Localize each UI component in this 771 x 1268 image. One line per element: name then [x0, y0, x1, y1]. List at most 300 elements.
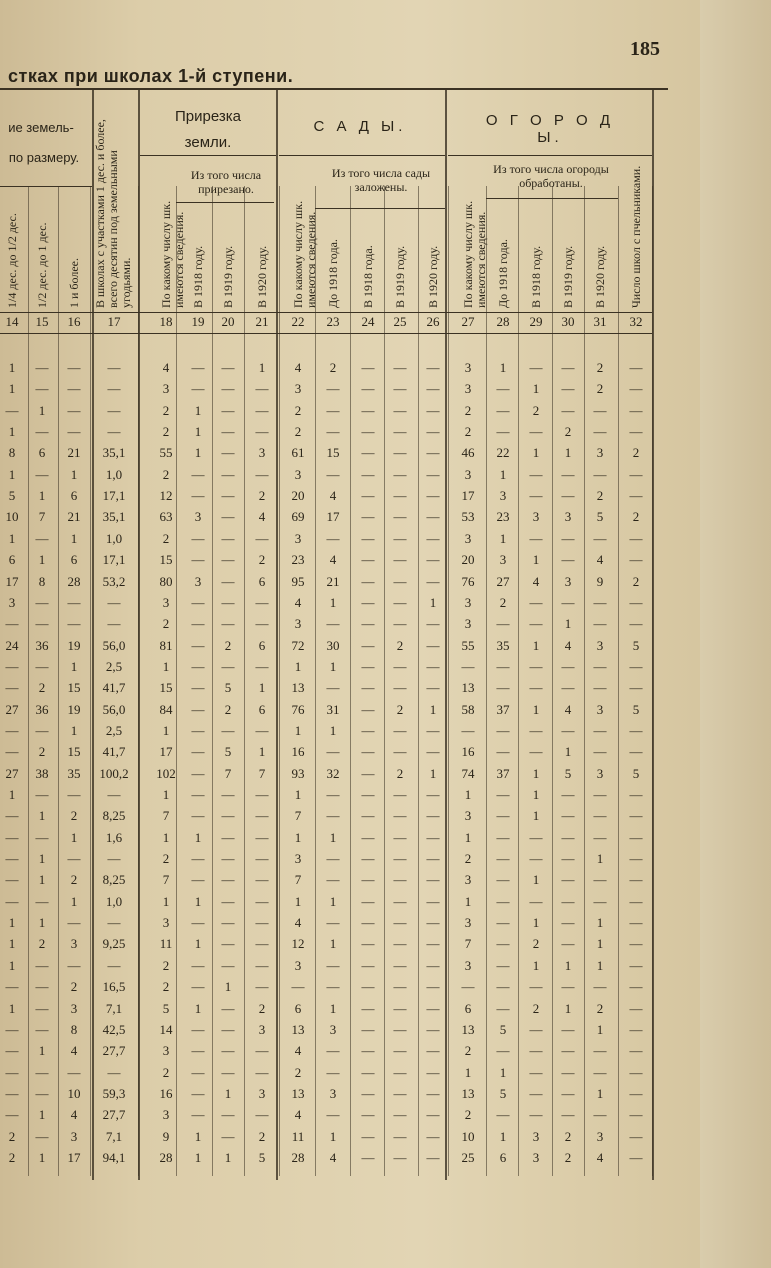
table-cell: — — [593, 808, 607, 824]
table-cell: — — [593, 594, 607, 610]
table-cell: — — [361, 787, 375, 803]
table-cell: 93 — [291, 765, 305, 781]
table-cell: — — [561, 851, 575, 867]
table-cell: 8 — [38, 573, 46, 589]
table-cell: — — [361, 616, 375, 632]
table-cell: 1 — [194, 1128, 202, 1144]
table-cell: 1 — [38, 1150, 46, 1165]
table-cell: — — [326, 402, 340, 418]
table-cell: — — [629, 1107, 643, 1123]
table-cell: — — [255, 616, 269, 632]
table-cell: 15 — [67, 744, 81, 760]
table-cell: — — [393, 829, 407, 845]
table-cell: — — [426, 808, 440, 824]
table-cell: 8 — [70, 1021, 78, 1037]
table-cell: 1 — [162, 829, 170, 845]
table-cell: 13 — [461, 1021, 475, 1037]
table-cell: 3 — [162, 594, 170, 610]
table-cell: — — [593, 466, 607, 482]
table-cell: — — [561, 893, 575, 909]
table-cell: 1 — [70, 658, 78, 674]
table-cell: — — [629, 680, 643, 696]
table-cell: — — [393, 402, 407, 418]
table-cell: — — [35, 658, 49, 674]
column-rule — [448, 186, 449, 1176]
table-cell: 19 — [67, 637, 81, 653]
table-cell: — — [326, 957, 340, 973]
table-cell: — — [426, 787, 440, 803]
table-cell: 1 — [596, 851, 604, 867]
table-cell: 5 — [162, 1000, 170, 1016]
table-cell: — — [5, 616, 19, 632]
table-cell: — — [221, 1043, 235, 1059]
table-cell: — — [393, 1043, 407, 1059]
table-cell: — — [107, 616, 121, 632]
table-cell: — — [629, 424, 643, 440]
table-cell: — — [393, 1128, 407, 1144]
table-cell: 1,0 — [105, 893, 123, 909]
table-cell: — — [326, 872, 340, 888]
table-cell: — — [221, 445, 235, 461]
table-cell: — — [221, 402, 235, 418]
table-cell: — — [426, 1043, 440, 1059]
table-cell: — — [393, 936, 407, 952]
table-cell: — — [221, 466, 235, 482]
table-cell: 41,7 — [102, 744, 126, 760]
table-cell: 9 — [162, 1128, 170, 1144]
table-cell: — — [496, 979, 510, 995]
column-rule — [279, 186, 280, 1176]
table-cell: 1 — [38, 915, 46, 931]
table-cell: 1 — [499, 466, 507, 482]
column-number: 19 — [191, 314, 205, 329]
table-cell: 5 — [596, 509, 604, 525]
table-cell: — — [529, 851, 543, 867]
table-cell: — — [35, 1021, 49, 1037]
table-cell: — — [107, 381, 121, 397]
table-cell: 3 — [464, 360, 472, 375]
table-cell: — — [361, 488, 375, 504]
table-cell: — — [529, 1021, 543, 1037]
table-cell: 35 — [496, 637, 510, 653]
table-cell: — — [361, 722, 375, 738]
table-cell: 76 — [291, 701, 305, 717]
table-cell: — — [629, 829, 643, 845]
table-cell: 35,1 — [102, 445, 126, 461]
table-cell: 1 — [194, 402, 202, 418]
table-cell: 72 — [291, 637, 305, 653]
table-cell: 27,7 — [102, 1107, 126, 1123]
table-cell: 4 — [294, 1043, 302, 1059]
table-cell: — — [393, 1150, 407, 1165]
table-cell: — — [191, 381, 205, 397]
table-cell: — — [221, 552, 235, 568]
table-cell: — — [496, 616, 510, 632]
table-cell: — — [221, 787, 235, 803]
column-number: 16 — [67, 314, 81, 329]
table-cell: 8,25 — [102, 872, 126, 888]
column-rule — [315, 186, 316, 1176]
table-cell: 1 — [8, 936, 16, 952]
table-cell: — — [5, 1085, 19, 1101]
table-cell: 6 — [70, 552, 78, 568]
table-cell: — — [361, 573, 375, 589]
table-cell: — — [67, 594, 81, 610]
group-rule — [138, 90, 140, 1180]
table-cell: 1 — [532, 787, 540, 803]
table-cell: 1 — [596, 957, 604, 973]
table-cell: — — [629, 787, 643, 803]
table-cell: 2 — [632, 445, 640, 461]
table-cell: 61 — [291, 445, 305, 461]
table-cell: — — [255, 936, 269, 952]
table-cell: — — [393, 381, 407, 397]
table-cell: — — [255, 915, 269, 931]
table-cell: — — [255, 424, 269, 440]
table-cell: 53,2 — [102, 573, 126, 589]
table-cell: — — [191, 1021, 205, 1037]
table-cell: 30 — [326, 637, 340, 653]
table-cell: 2 — [162, 616, 170, 632]
table-cell: — — [255, 829, 269, 845]
column-number: 20 — [221, 314, 235, 329]
table-cell: 1 — [8, 1000, 16, 1016]
table-cell: — — [461, 722, 475, 738]
table-cell: — — [5, 680, 19, 696]
table-cell: — — [496, 851, 510, 867]
table-cell: 1 — [8, 530, 16, 546]
column-number: 32 — [629, 314, 643, 329]
table-cell: — — [5, 658, 19, 674]
table-cell: 2 — [38, 680, 46, 696]
table-cell: 15 — [159, 552, 173, 568]
table-cell: — — [629, 488, 643, 504]
column-rule — [518, 186, 519, 1176]
column-header: В школах с участками 1 дес. и более, всего десятин под земельными угодьями. — [93, 119, 133, 308]
table-cell: — — [361, 637, 375, 653]
table-cell: 2 — [596, 1000, 604, 1016]
table-cell: — — [629, 1043, 643, 1059]
table-cell: 1 — [194, 424, 202, 440]
table-cell: — — [561, 722, 575, 738]
table-cell: 1 — [564, 957, 572, 973]
table-cell: 2 — [632, 509, 640, 525]
table-cell: — — [561, 1107, 575, 1123]
table-cell: 1 — [38, 851, 46, 867]
table-cell: 1 — [532, 765, 540, 781]
table-cell: — — [496, 787, 510, 803]
table-cell: — — [361, 765, 375, 781]
table-cell: — — [393, 680, 407, 696]
table-cell: — — [191, 1107, 205, 1123]
table-cell: — — [361, 360, 375, 375]
table-cell: — — [255, 658, 269, 674]
table-cell: — — [393, 808, 407, 824]
table-cell: 1 — [532, 872, 540, 888]
table-cell: 100,2 — [99, 765, 129, 781]
table-cell: 2 — [70, 808, 78, 824]
table-cell: 1 — [162, 787, 170, 803]
table-cell: 1 — [194, 1000, 202, 1016]
table-cell: 2 — [162, 402, 170, 418]
table-cell: 17 — [67, 1150, 81, 1165]
table-cell: 53 — [461, 509, 475, 525]
table-cell: — — [561, 936, 575, 952]
table-cell: 2 — [329, 360, 337, 375]
table-cell: — — [393, 1064, 407, 1080]
table-cell: — — [191, 722, 205, 738]
table-cell: — — [361, 936, 375, 952]
table-cell: 56,0 — [102, 637, 126, 653]
table-cell: — — [191, 1085, 205, 1101]
table-cell: — — [326, 1064, 340, 1080]
table-cell: — — [67, 915, 81, 931]
table-cell: — — [255, 787, 269, 803]
table-cell: 7 — [464, 936, 472, 952]
table-cell: 2 — [464, 402, 472, 418]
table-cell: — — [191, 915, 205, 931]
column-header: По какому числу шк. имеются сведения. — [461, 200, 488, 308]
column-number: 23 — [326, 314, 340, 329]
table-cell: — — [393, 573, 407, 589]
table-cell: — — [326, 466, 340, 482]
table-cell: — — [393, 424, 407, 440]
table-cell: — — [326, 808, 340, 824]
table-cell: 15 — [326, 445, 340, 461]
table-cell: — — [529, 680, 543, 696]
table-cell: 28 — [291, 1150, 305, 1165]
table-cell: 1 — [258, 680, 266, 696]
table-cell: 3 — [162, 1043, 170, 1059]
table-cell: — — [426, 509, 440, 525]
top-rule — [0, 88, 668, 90]
table-cell: 3 — [162, 381, 170, 397]
table-cell: 4 — [294, 915, 302, 931]
table-cell: — — [326, 530, 340, 546]
table-cell: 3 — [596, 445, 604, 461]
table-cell: 17,1 — [102, 552, 126, 568]
table-cell: 2 — [596, 488, 604, 504]
table-cell: — — [593, 658, 607, 674]
table-cell: — — [191, 851, 205, 867]
table-cell: 35,1 — [102, 509, 126, 525]
table-cell: — — [191, 658, 205, 674]
table-cell: — — [35, 530, 49, 546]
table-cell: — — [561, 530, 575, 546]
table-cell: 2 — [396, 765, 404, 781]
table-cell: — — [496, 808, 510, 824]
table-cell: 1 — [38, 808, 46, 824]
table-cell: — — [561, 979, 575, 995]
table-cell: 3 — [596, 701, 604, 717]
table-title: стках при школах 1-й ступени. — [8, 66, 294, 86]
table-cell: 2 — [162, 979, 170, 995]
table-cell: — — [393, 616, 407, 632]
column-header: В 1918 году. — [191, 245, 205, 308]
table-cell: 1 — [596, 1021, 604, 1037]
table-cell: — — [361, 1043, 375, 1059]
table-cell: — — [593, 744, 607, 760]
table-cell: 1 — [294, 829, 302, 845]
table-cell: 3 — [294, 381, 302, 397]
table-cell: 1 — [8, 915, 16, 931]
table-cell: — — [426, 936, 440, 952]
table-cell: — — [426, 722, 440, 738]
table-cell: — — [191, 680, 205, 696]
table-cell: 1 — [38, 1107, 46, 1123]
table-cell: — — [629, 1128, 643, 1144]
table-cell: 5 — [224, 680, 232, 696]
column-header: До 1918 года. — [326, 239, 340, 308]
table-cell: — — [629, 1021, 643, 1037]
table-cell: — — [393, 445, 407, 461]
table-cell: 1 — [464, 829, 472, 845]
table-cell: 37 — [496, 765, 510, 781]
table-cell: — — [561, 872, 575, 888]
table-cell: 1 — [429, 594, 437, 610]
table-cell: — — [393, 872, 407, 888]
column-number: 29 — [529, 314, 543, 329]
table-cell: 2 — [464, 851, 472, 867]
table-cell: 2 — [258, 552, 266, 568]
table-cell: — — [426, 573, 440, 589]
table-cell: — — [361, 594, 375, 610]
table-cell: — — [529, 488, 543, 504]
table-cell: — — [426, 530, 440, 546]
table-cell: — — [35, 829, 49, 845]
table-cell: 1 — [329, 722, 337, 738]
table-cell: 14 — [159, 1021, 173, 1037]
table-cell: 4 — [294, 1107, 302, 1123]
table-cell: 1 — [294, 658, 302, 674]
table-cell: — — [221, 893, 235, 909]
table-cell: — — [561, 402, 575, 418]
table-cell: 1 — [8, 360, 16, 375]
table-cell: 27 — [496, 573, 510, 589]
table-cell: — — [361, 1064, 375, 1080]
table-cell: — — [361, 1085, 375, 1101]
table-cell: — — [35, 381, 49, 397]
column-header: В 1918 году. — [529, 245, 543, 308]
table-cell: 1 — [499, 1128, 507, 1144]
table-cell: — — [393, 957, 407, 973]
table-cell: — — [629, 360, 643, 375]
table-cell: 3 — [70, 1128, 78, 1144]
table-cell: 17,1 — [102, 488, 126, 504]
table-cell: — — [255, 851, 269, 867]
table-cell: — — [191, 808, 205, 824]
table-cell: 4 — [70, 1107, 78, 1123]
table-cell: 1 — [38, 402, 46, 418]
table-cell: 1 — [294, 722, 302, 738]
table-cell: — — [393, 722, 407, 738]
table-cell: 1 — [70, 829, 78, 845]
table-cell: — — [393, 466, 407, 482]
table-cell: — — [255, 872, 269, 888]
table-cell: 3 — [464, 616, 472, 632]
table-cell: — — [529, 722, 543, 738]
table-cell: — — [361, 658, 375, 674]
table-cell: — — [529, 1043, 543, 1059]
table-cell: — — [496, 1043, 510, 1059]
table-cell: — — [35, 1085, 49, 1101]
table-cell: 3 — [294, 530, 302, 546]
table-cell: — — [361, 1107, 375, 1123]
table-cell: 1 — [532, 957, 540, 973]
table-cell: 16 — [461, 744, 475, 760]
table-cell: 7 — [162, 872, 170, 888]
column-header: 1/4 дес. до 1/2 дес. — [5, 213, 19, 308]
table-cell: — — [529, 616, 543, 632]
table-cell: — — [326, 424, 340, 440]
column-header: 1/2 дес. до 1 дес. — [35, 222, 49, 308]
table-cell: — — [496, 893, 510, 909]
table-cell: — — [496, 1000, 510, 1016]
table-cell: — — [35, 722, 49, 738]
table-cell: 5 — [632, 637, 640, 653]
table-cell: — — [5, 851, 19, 867]
table-cell: 42,5 — [102, 1021, 126, 1037]
table-cell: — — [426, 829, 440, 845]
table-cell: 2 — [162, 530, 170, 546]
table-cell: 10 — [461, 1128, 475, 1144]
column-number: 15 — [35, 314, 49, 329]
table-cell: — — [426, 616, 440, 632]
group-rule-sady — [279, 155, 445, 156]
table-cell: — — [67, 381, 81, 397]
table-cell: 1 — [224, 1150, 232, 1165]
table-cell: 1 — [8, 381, 16, 397]
table-cell: — — [107, 594, 121, 610]
table-cell: 5 — [632, 765, 640, 781]
table-cell: — — [426, 1085, 440, 1101]
table-cell: — — [191, 594, 205, 610]
table-cell: 1 — [162, 658, 170, 674]
table-cell: 1 — [596, 915, 604, 931]
table-cell: 1 — [258, 744, 266, 760]
table-cell: — — [561, 360, 575, 375]
header-by-size: по размеру. — [8, 150, 80, 165]
table-cell: — — [361, 530, 375, 546]
subheader-sady: Из того числа сады заложены. — [331, 166, 431, 194]
table-cell: 1 — [162, 893, 170, 909]
table-cell: — — [35, 1128, 49, 1144]
table-cell: 13 — [291, 1021, 305, 1037]
table-cell: 3 — [294, 466, 302, 482]
table-cell: — — [629, 936, 643, 952]
table-cell: — — [529, 360, 543, 375]
table-cell: — — [529, 829, 543, 845]
table-cell: 1 — [532, 637, 540, 653]
table-cell: 1 — [596, 1085, 604, 1101]
table-cell: — — [221, 1064, 235, 1080]
column-header: По какому числу шк. имеются сведения. — [159, 200, 186, 308]
table-cell: 12 — [159, 488, 173, 504]
page-number: 185 — [630, 38, 660, 60]
table-cell: — — [529, 893, 543, 909]
table-cell: — — [326, 680, 340, 696]
table-cell: 4 — [294, 594, 302, 610]
table-cell: 5 — [8, 488, 16, 504]
table-cell: — — [361, 680, 375, 696]
table-cell: — — [107, 787, 121, 803]
table-cell: 1 — [8, 424, 16, 440]
table-cell: — — [221, 360, 235, 375]
column-header: Число школ с пчельниками. — [629, 165, 643, 308]
table-cell: — — [426, 424, 440, 440]
table-cell: 8,25 — [102, 808, 126, 824]
table-cell: 35 — [67, 765, 81, 781]
